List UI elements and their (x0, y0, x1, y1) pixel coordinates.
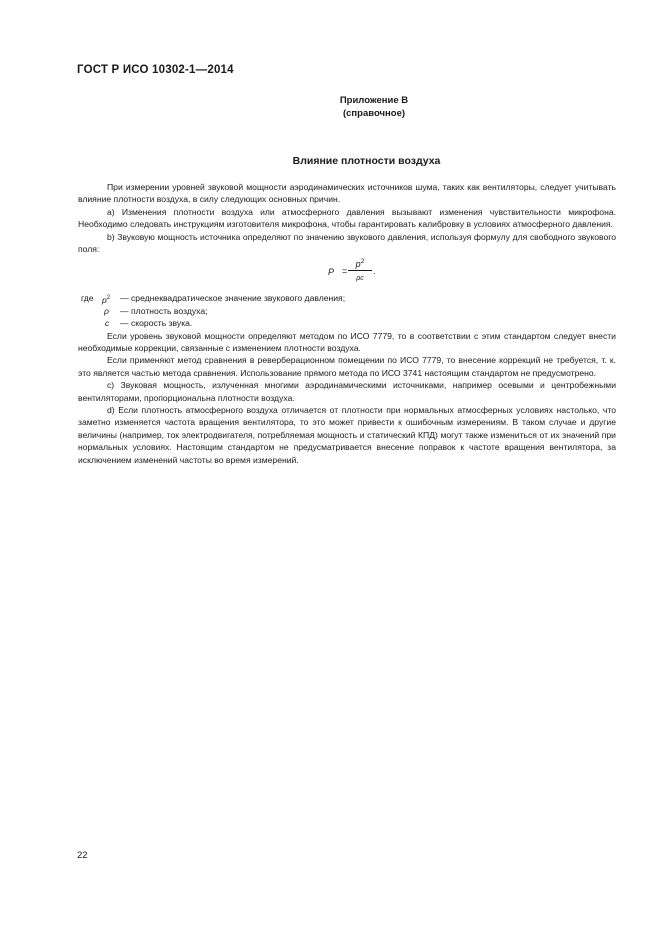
section-heading: Влияние плотности воздуха (292, 155, 441, 167)
paragraph-d: d) Если плотность атмосферного воздуха отличается от плотности при нормальных атмосферных условиях настолько, что заметно изменяется частота вращения вентилятора, то это может привести к ошибочным измерениям. В таком случае и другие величины (например, ток электродвигателя, потребляемая мощность и статический КПД) могут также измениться от их значений при нормальных условиях. Настоящим стандартом не предусматривается внесение поправок к частоте вращения вентилятора, за исключением изменений частоты во время измерений. (78, 405, 616, 465)
paragraph-a: a) Изменения плотности воздуха или атмосферного давления вызывают изменения чувствительности микрофона. Необходимо следовать инструкциям изготовителя микрофона, чтобы гарантировать калибровку в условиях атмосферного давления. (78, 206, 616, 230)
sound-power-formula (78, 256, 616, 292)
formula-numerator (348, 256, 372, 269)
where-definition: среднеквадратическое значение звукового давления; (131, 293, 346, 304)
annex-subtitle: (справочное) (342, 108, 406, 119)
numerator-exponent: 2 (360, 258, 365, 266)
paragraph-c: c) Звуковая мощность, излученная многими аэродинамическими источниками, например осевыми и центробежными вентиляторами, пропорциональна плотности воздуха. (78, 380, 616, 403)
fraction-bar (348, 270, 372, 271)
symbol-text: p (102, 295, 107, 306)
where-dash: — (120, 305, 129, 316)
formula-trailing: . (373, 266, 376, 277)
where-symbol: c (105, 318, 110, 329)
numerator-symbol: p (355, 259, 361, 270)
formula-equals: = (342, 266, 348, 277)
page-number: 22 (77, 850, 88, 861)
formula-fraction (348, 256, 372, 285)
annex-title: Приложение В (339, 95, 409, 106)
where-item (78, 317, 616, 329)
paragraph-b-comparison: Если применяют метод сравнения в реверберационном помещении по ИСО 7779, то внесение коррекций не требуется, т. к. это является частью метода сравнения. Использование прямого метода по ИСО 3741 настоящим стандартом не предусмотрено. (78, 355, 616, 378)
where-lead: где (81, 293, 94, 304)
paragraph-b-continued: Если уровень звуковой мощности определяют методом по ИСО 7779, то в соответствии с этим стандартом следует внести необходимые коррекции, связанные с изменением плотности воздуха. (78, 330, 616, 354)
document-code-header: ГОСТ Р ИСО 10302-1—2014 (77, 64, 234, 76)
where-definition: плотность воздуха; (131, 305, 208, 316)
document-body (78, 181, 616, 466)
formula-denominator: ρc (356, 275, 364, 283)
where-dash: — (120, 293, 129, 304)
where-symbol: ρ (104, 305, 109, 316)
where-dash: — (120, 318, 129, 329)
where-item (78, 305, 616, 317)
symbol-superscript: 2 (106, 295, 111, 302)
formula-lhs: P (328, 267, 335, 278)
where-item (78, 292, 616, 304)
where-definition: скорость звука. (131, 318, 193, 329)
paragraph-b: b) Звуковую мощность источника определяют по значению звукового давления, используя формулу для свободного звукового поля: (78, 231, 616, 255)
paragraph-intro: При измерении уровней звуковой мощности аэродинамических источников шума, таких как вентиляторы, следует учитывать влияние плотности воздуха, в силу следующих основных причин. (78, 182, 616, 205)
